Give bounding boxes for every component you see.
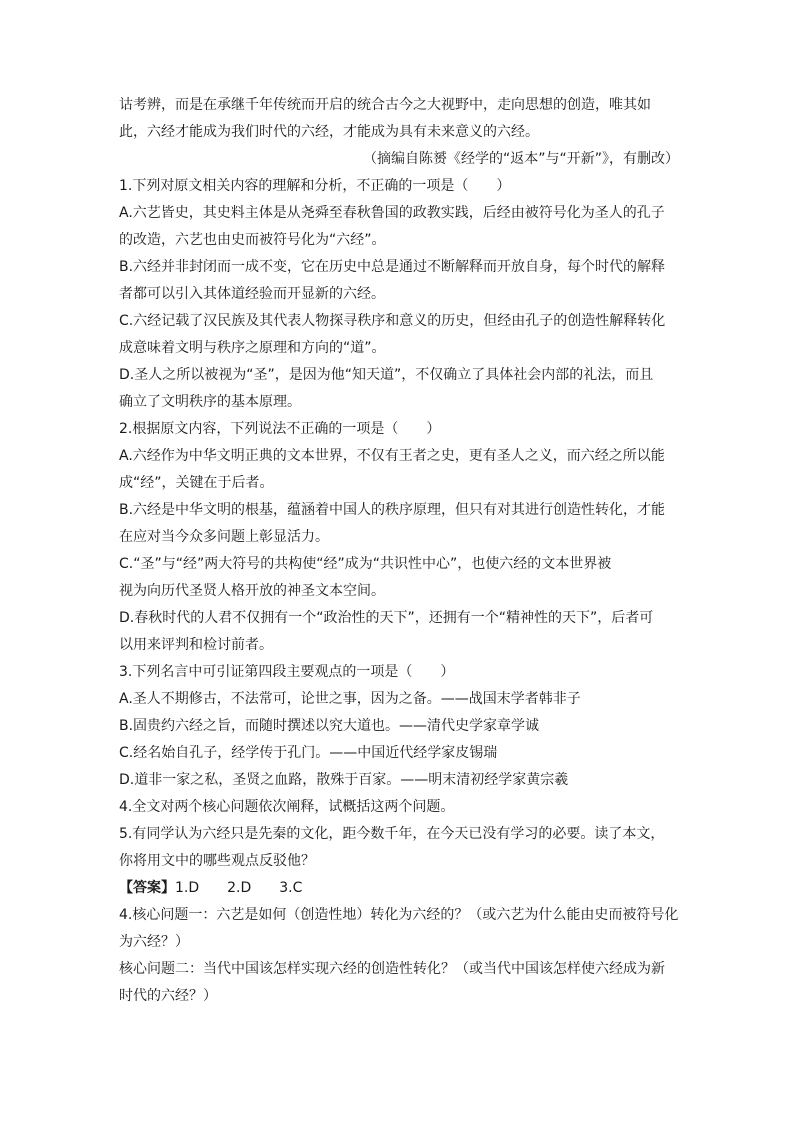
answer-key (119, 875, 679, 902)
answer-explanations (119, 902, 679, 1010)
option-a: A.六经作为中华文明正典的文本世界，不仅有王者之史，更有圣人之义，而六经之所以能 (119, 448, 665, 464)
question-stem: 3.下列名言中可引证第四段主要观点的一项是（ ） (119, 664, 455, 680)
text-line: 4.核心问题一：六艺是如何（创造性地）转化为六经的？（或六艺为什么能由史而被符号化 (119, 907, 679, 923)
option-a: A.圣人不期修古，不法常可，论世之事，因为之备。——战国末学者韩非子 (119, 691, 581, 707)
question-stem: 1.下列对原文相关内容的理解和分析，不正确的一项是（ ） (119, 178, 511, 194)
answer-values: 1.D 2.D 3.C (175, 880, 303, 896)
option-c: C.“圣”与“经”两大符号的共构使“经”成为“共识性中心”，也使六经的文本世界被 (119, 556, 612, 572)
option-c: C.经名始自孔子，经学传于孔门。——中国近代经学家皮锡瑞 (119, 745, 498, 761)
question-stem-cont: 你将用文中的哪些观点反驳他？ (119, 853, 315, 869)
option-c-cont: 成意味着文明与秩序之原理和方向的“道”。 (119, 340, 386, 356)
option-a-cont: 成“经”，关键在于后者。 (119, 475, 274, 491)
question-2 (119, 416, 679, 659)
answer-label: 【答案】 (119, 880, 175, 896)
option-d: D.圣人之所以被视为“圣”，是因为他“知天道”，不仅确立了具体社会内部的礼法，而且 (119, 367, 654, 383)
option-d: D.春秋时代的人君不仅拥有一个“政治性的天下”，还拥有一个“精神性的天下”，后者可 (119, 610, 654, 626)
option-a: A.六艺皆史，其史料主体是从尧舜至春秋鲁国的政教实践，后经由被符号化为圣人的孔子 (119, 205, 665, 221)
option-b-cont: 在应对当今众多问题上彰显活力。 (119, 529, 329, 545)
question-stem: 5.有同学认为六经只是先秦的文化，距今数千年，在今天已没有学习的必要。读了本文， (119, 826, 665, 842)
source-citation: （摘编自陈赟《经学的“返本”与“开新”》，有删改） (362, 151, 679, 167)
option-b: B.六经并非封闭而一成不变，它在历史中总是通过不断解释而开放自身，每个时代的解释 (119, 259, 666, 275)
option-b-cont: 者都可以引入其体道经验而开显新的六经。 (119, 286, 385, 302)
option-c-cont: 视为向历代圣贤人格开放的神圣文本空间。 (119, 583, 385, 599)
question-1 (119, 173, 679, 416)
document-page (119, 92, 679, 1010)
option-b: B.六经是中华文明的根基，蕴涵着中国人的秩序原理，但只有对其进行创造性转化，才能 (119, 502, 666, 518)
text-line: 诂考辨，而是在承继千年传统而开启的统合古今之大视野中，走向思想的创造，唯其如 (119, 97, 651, 113)
text-line: 时代的六经？） (119, 988, 217, 1004)
question-stem: 2.根据原文内容，下列说法不正确的一项是（ ） (119, 421, 441, 437)
question-4 (119, 794, 679, 821)
option-c: C.六经记载了汉民族及其代表人物探寻秩序和意义的历史，但经由孔子的创造性解释转化 (119, 313, 666, 329)
text-line: 为六经？） (119, 934, 189, 950)
option-d: D.道非一家之私，圣贤之血路，散殊于百家。——明末清初经学家黄宗羲 (119, 772, 569, 788)
option-b: B.固贵约六经之旨，而随时撰述以究大道也。——清代史学家章学诚 (119, 718, 540, 734)
option-d-cont: 确立了文明秩序的基本原理。 (119, 394, 301, 410)
text-line: 核心问题二：当代中国该怎样实现六经的创造性转化？（或当代中国该怎样使六经成为新 (119, 961, 665, 977)
option-d-cont: 以用来评判和检讨前者。 (119, 637, 273, 653)
passage-ending (119, 92, 679, 146)
question-5 (119, 821, 679, 875)
text-line: 此，六经才能成为我们时代的六经，才能成为具有未来意义的六经。 (119, 124, 539, 140)
question-3 (119, 659, 679, 794)
option-a-cont: 的改造，六艺也由史而被符号化为“六经”。 (119, 232, 386, 248)
question-stem: 4.全文对两个核心问题依次阐释，试概括这两个问题。 (119, 799, 455, 815)
